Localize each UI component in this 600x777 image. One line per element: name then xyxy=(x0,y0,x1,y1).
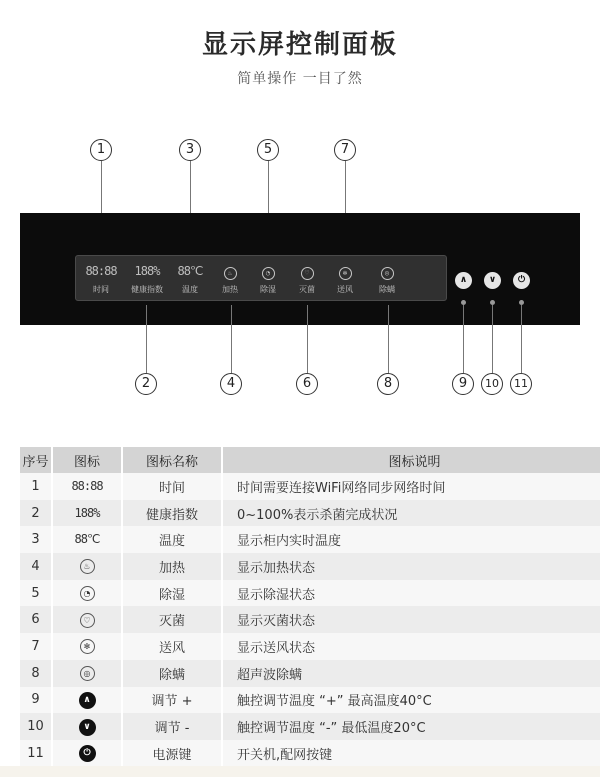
row-desc: 触控调节温度 “-” 最低温度20°C xyxy=(222,713,600,740)
row-name: 电源键 xyxy=(122,740,222,767)
callout-6: 6 xyxy=(296,373,318,395)
row-desc: 显示灭菌状态 xyxy=(222,606,600,633)
panel-label-fan: 送风 xyxy=(337,285,353,294)
dehumidify-icon: ◔ xyxy=(262,267,275,280)
callout-2: 2 xyxy=(135,373,157,395)
leader-line-11 xyxy=(521,305,522,373)
row-no: 1 xyxy=(20,473,52,500)
row-no: 2 xyxy=(20,500,52,527)
health-index-icon: 188% xyxy=(74,505,100,520)
callout-7: 7 xyxy=(334,139,356,161)
row-desc: 时间需要连接WiFi网络同步网络时间 xyxy=(222,473,600,500)
row-desc: 显示柜内实时温度 xyxy=(222,526,600,553)
temperature-icon: 88℃ xyxy=(74,532,100,547)
leader-line-9 xyxy=(463,305,464,373)
table-row xyxy=(20,713,600,740)
row-no: 6 xyxy=(20,606,52,633)
table-row xyxy=(20,633,600,660)
chevron-down-icon: ∨ xyxy=(79,719,96,736)
row-no: 9 xyxy=(20,687,52,714)
icon-description-table xyxy=(20,447,600,767)
leader-line-10 xyxy=(492,305,493,373)
heat-icon: ♨ xyxy=(80,559,95,574)
chevron-up-icon: ∧ xyxy=(79,692,96,709)
table-row xyxy=(20,660,600,687)
table-row xyxy=(20,500,600,527)
time-digits-icon: 88:88 xyxy=(85,264,117,278)
table-row xyxy=(20,740,600,767)
health-index-icon: 188% xyxy=(134,264,160,278)
panel-label-sterilize: 灭菌 xyxy=(299,285,315,294)
fan-icon: ✻ xyxy=(339,267,352,280)
callout-3: 3 xyxy=(179,139,201,161)
page-title: 显示屏控制面板 xyxy=(201,30,398,60)
row-name: 除螨 xyxy=(122,660,222,687)
table-row xyxy=(20,687,600,714)
row-name: 调节 + xyxy=(122,687,222,714)
table-row xyxy=(20,553,600,580)
callout-5: 5 xyxy=(257,139,279,161)
panel-label-dehumid: 除湿 xyxy=(260,285,276,294)
row-no: 8 xyxy=(20,660,52,687)
panel-fan-icon xyxy=(321,263,369,295)
callout-1: 1 xyxy=(90,139,112,161)
header-no: 序号 xyxy=(20,447,52,473)
table-row xyxy=(20,473,600,500)
leader-line-4 xyxy=(231,305,232,373)
callout-9: 9 xyxy=(452,373,474,395)
header-name: 图标名称 xyxy=(122,447,222,473)
row-name: 除湿 xyxy=(122,580,222,607)
mite-removal-icon: ◎ xyxy=(80,666,95,681)
callout-10: 10 xyxy=(481,373,503,395)
row-name: 灭菌 xyxy=(122,606,222,633)
temp-up-button[interactable]: ∧ xyxy=(455,272,472,289)
dehumidify-icon: ◔ xyxy=(80,586,95,601)
temperature-icon: 88℃ xyxy=(177,264,203,278)
panel-label-health: 健康指数 xyxy=(131,285,163,294)
row-no: 11 xyxy=(20,740,52,767)
row-desc: 显示除湿状态 xyxy=(222,580,600,607)
panel-label-heat: 加热 xyxy=(222,285,238,294)
row-name: 时间 xyxy=(122,473,222,500)
row-no: 7 xyxy=(20,633,52,660)
row-name: 调节 - xyxy=(122,713,222,740)
row-desc: 超声波除螨 xyxy=(222,660,600,687)
callout-11: 11 xyxy=(510,373,532,395)
panel-time-icon xyxy=(77,263,125,295)
row-desc: 显示送风状态 xyxy=(222,633,600,660)
row-no: 3 xyxy=(20,526,52,553)
callout-4: 4 xyxy=(220,373,242,395)
panel-label-time: 时间 xyxy=(93,285,109,294)
row-name: 加热 xyxy=(122,553,222,580)
row-no: 10 xyxy=(20,713,52,740)
heat-icon: ♨ xyxy=(224,267,237,280)
power-button[interactable]: ⏻ xyxy=(513,272,530,289)
mite-removal-icon: ◎ xyxy=(381,267,394,280)
table-header-row xyxy=(20,447,600,473)
temp-down-button[interactable]: ∨ xyxy=(484,272,501,289)
power-icon: ⏻ xyxy=(79,745,96,762)
leader-line-8 xyxy=(388,305,389,373)
time-digits-icon: 88:88 xyxy=(71,478,103,493)
leader-line-2 xyxy=(146,305,147,373)
header-desc: 图标说明 xyxy=(222,447,600,473)
row-name: 健康指数 xyxy=(122,500,222,527)
row-no: 5 xyxy=(20,580,52,607)
row-desc: 触控调节温度 “+” 最高温度40°C xyxy=(222,687,600,714)
row-name: 温度 xyxy=(122,526,222,553)
sterilize-icon: ♡ xyxy=(80,613,95,628)
table-row xyxy=(20,580,600,607)
row-name: 送风 xyxy=(122,633,222,660)
table-row xyxy=(20,526,600,553)
sterilize-icon: ♡ xyxy=(301,267,314,280)
callout-8: 8 xyxy=(377,373,399,395)
header-icon: 图标 xyxy=(52,447,122,473)
panel-mite-icon xyxy=(363,263,411,295)
row-desc: 开关机,配网按键 xyxy=(222,740,600,767)
row-no: 4 xyxy=(20,553,52,580)
row-desc: 显示加热状态 xyxy=(222,553,600,580)
panel-label-temp: 温度 xyxy=(182,285,198,294)
table-row xyxy=(20,606,600,633)
panel-label-mite: 除螨 xyxy=(379,285,395,294)
row-desc: 0~100%表示杀菌完成状况 xyxy=(222,500,600,527)
page-subtitle: 简单操作 一目了然 xyxy=(237,71,363,87)
bottom-strip xyxy=(0,766,600,777)
fan-icon: ✻ xyxy=(80,639,95,654)
panel-health-icon xyxy=(123,263,171,295)
leader-line-6 xyxy=(307,305,308,373)
